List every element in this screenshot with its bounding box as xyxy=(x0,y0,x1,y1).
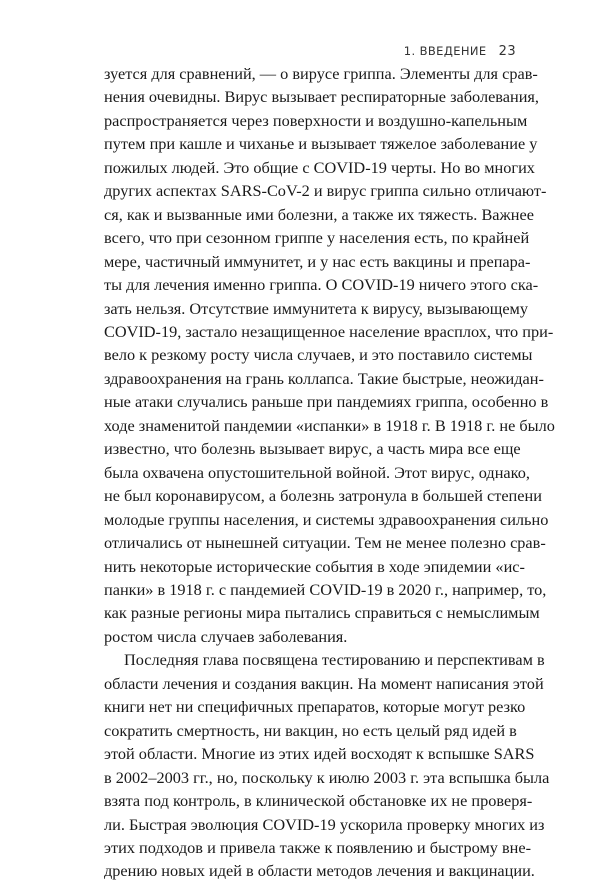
text-line: нить некоторые исторические события в ходе эпидемии «ис- xyxy=(104,556,525,576)
text-line: распространяется через поверхности и воздушно-капельным xyxy=(104,110,528,130)
text-line: ходе знаменитой пандемии «испанки» в 1918 г. В 1918 г. не было xyxy=(104,415,555,435)
text-line: этой области. Многие из этих идей восходят к вспышке SARS xyxy=(104,744,535,764)
text-line: путем при кашле и чиханье и вызывает тяжелое заболевание у xyxy=(104,134,538,154)
text-line: известно, что болезнь вызывает вирус, а часть мира все еще xyxy=(104,439,521,459)
text-line: ные атаки случались раньше при пандемиях гриппа, особенно в xyxy=(104,392,549,412)
paragraph xyxy=(104,62,555,648)
text-line: книги нет ни специфичных препаратов, которые могут резко xyxy=(104,697,526,717)
text-line: здравоохранения на грань коллапса. Такие быстрые, неожидан- xyxy=(104,368,544,388)
text-line: дрению новых идей в области методов лечения и вакцинации. xyxy=(104,861,535,881)
text-line: этих подходов и привела также к появлению и быстрому вне- xyxy=(104,837,532,857)
text-line: не был коронавирусом, а болезнь затронула в большей степени xyxy=(104,486,542,506)
body-text xyxy=(104,62,555,883)
text-line: ли. Быстрая эволюция COVID-19 ускорила проверку многих из xyxy=(104,814,545,834)
text-line: других аспектах SARS-CoV-2 и вирус гриппа сильно отличают- xyxy=(104,181,547,201)
text-line: зать нельзя. Отсутствие иммунитета к вирусу, вызывающему xyxy=(104,298,528,318)
text-line: взята под контроль, в клинической обстановке их не проверя- xyxy=(104,791,533,811)
running-head xyxy=(404,44,516,59)
text-line: пожилых людей. Это общие с COVID-19 черты. Но во многих xyxy=(104,157,535,177)
text-line: молодые группы населения, и системы здравоохранения сильно xyxy=(104,509,549,529)
text-line: вело к резкому росту числа случаев, и это поставило системы xyxy=(104,345,533,365)
text-line: сократить смертность, ни вакцин, но есть целый ряд идей в xyxy=(104,720,517,740)
page-number: 23 xyxy=(498,44,516,59)
text-line: мере, частичный иммунитет, и у нас есть вакцины и препара- xyxy=(104,251,531,271)
text-line: COVID-19, застало незащищенное население врасплох, что при- xyxy=(104,321,554,341)
text-line: ростом числа случаев заболевания. xyxy=(104,626,348,646)
text-line: нения очевидны. Вирус вызывает респираторные заболевания, xyxy=(104,87,539,107)
text-line: ты для лечения именно гриппа. О COVID-19 ничего этого ска- xyxy=(104,275,539,295)
text-line: Последняя глава посвящена тестированию и перспективам в xyxy=(124,650,545,670)
text-line: как разные регионы мира пытались справиться с немыслимым xyxy=(104,603,540,623)
text-line: отличались от нынешней ситуации. Тем не менее полезно срав- xyxy=(104,533,546,553)
text-line: области лечения и создания вакцин. На момент написания этой xyxy=(104,673,544,693)
text-line: всего, что при сезонном гриппе у населения есть, по крайней xyxy=(104,228,530,248)
chapter-title: 1. ВВЕДЕНИЕ xyxy=(403,44,487,58)
text-line: в 2002–2003 гг., но, поскольку к июлю 2003 г. эта вспышка была xyxy=(104,767,550,787)
text-line: была охвачена опустошительной войной. Этот вирус, однако, xyxy=(104,462,530,482)
paragraph xyxy=(104,648,550,883)
text-line: панки» в 1918 г. с пандемией COVID-19 в 2020 г., например, то, xyxy=(104,579,547,599)
text-line: ся, как и вызванные ими болезни, а также их тяжесть. Важнее xyxy=(104,204,534,224)
text-line: зуется для сравнений, — о вирусе гриппа. Элементы для срав- xyxy=(104,64,538,83)
